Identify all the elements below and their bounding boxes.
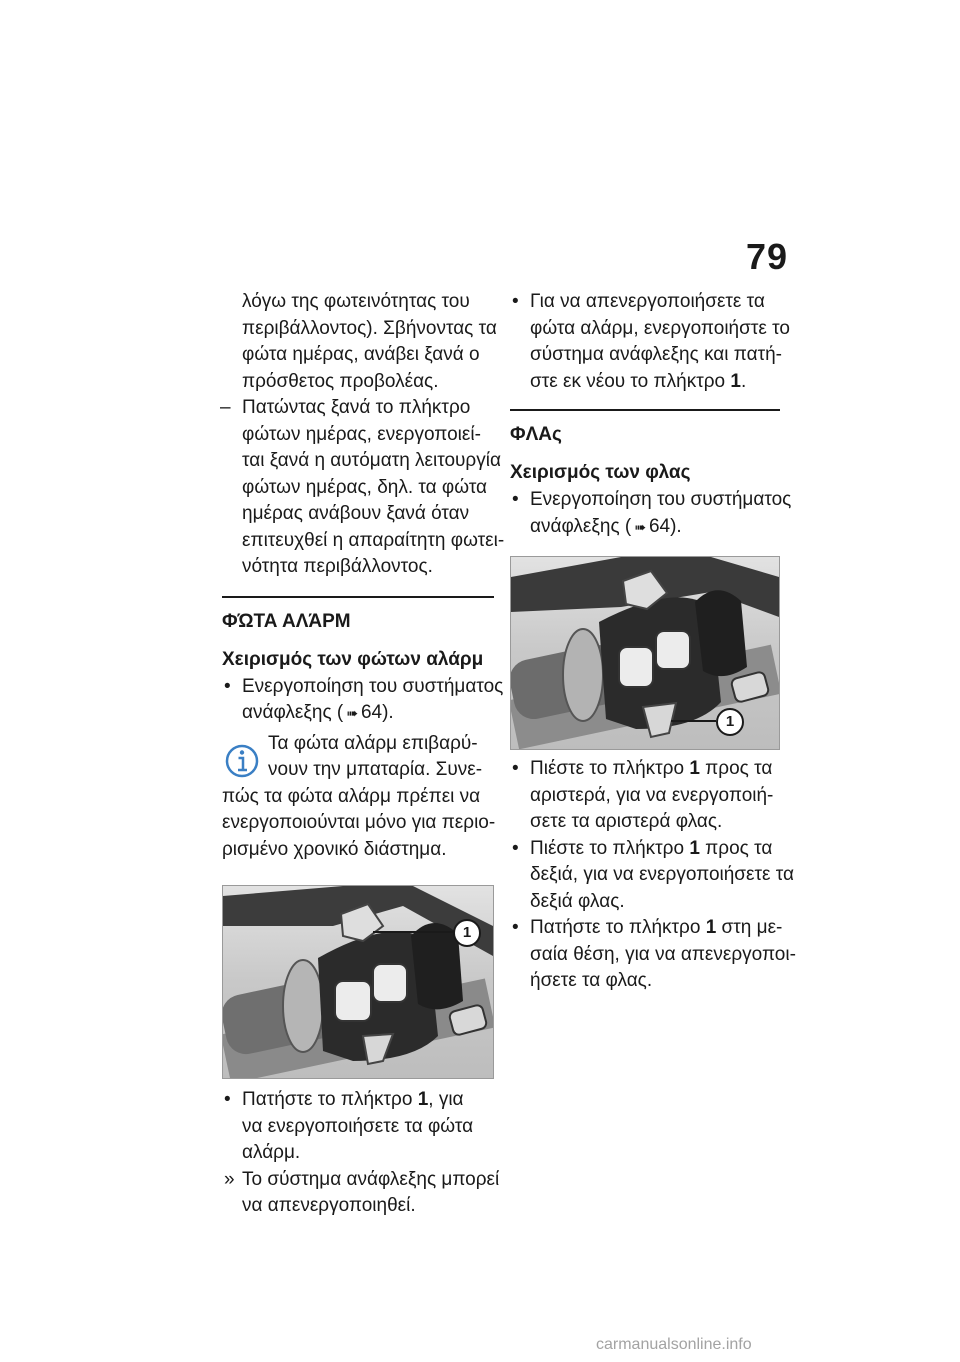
page-ref-arrow-icon: ➠ bbox=[634, 518, 646, 535]
text: στε εκ νέου το πλήκτρο bbox=[530, 370, 731, 392]
page-ref-number[interactable]: 64 bbox=[360, 702, 383, 723]
bullet-line: δεξιά φλας. bbox=[530, 890, 625, 912]
bullet-line bbox=[222, 700, 494, 727]
text: Πιέστε το πλήκτρο bbox=[530, 837, 690, 859]
watermark: carmanualsonline.info bbox=[596, 1336, 752, 1353]
turn-signal-switch-photo bbox=[510, 556, 780, 750]
dash-line: επιτευχθεί η απαραίτητη φωτει- bbox=[242, 529, 505, 551]
dash-line: ημέρας ανάβουν ξανά όταν bbox=[242, 503, 470, 524]
section-title: ΦΏΤΑ ΑΛΆΡΜ bbox=[222, 610, 351, 632]
text: Πιέστε το πλήκτρο bbox=[530, 758, 690, 779]
dash-line: φώτων ημέρας, ενεργοποιεί- bbox=[242, 423, 481, 445]
note-line: πώς τα φώτα αλάρμ πρέπει να bbox=[222, 785, 481, 807]
key-number: 1 bbox=[730, 370, 741, 392]
result-line: να απενεργοποιηθεί. bbox=[242, 1195, 416, 1216]
bullet-item: • Ενεργοποίηση του συστήματος bbox=[510, 487, 780, 514]
section-divider bbox=[222, 596, 494, 598]
intro-line: περιβάλλοντος). Σβήνοντας τα bbox=[242, 317, 497, 339]
info-note bbox=[222, 731, 494, 864]
handlebar-illustration bbox=[223, 886, 493, 1078]
text: στη με- bbox=[716, 917, 783, 938]
dash-line: ται ξανά η αυτόματη λειτουργία bbox=[242, 450, 501, 471]
bullet-line: δεξιά, για να ενεργοποιήσετε τα bbox=[530, 864, 794, 885]
key-number: 1 bbox=[689, 758, 700, 779]
text: , για bbox=[428, 1089, 464, 1110]
page-ref-number[interactable]: 64 bbox=[648, 515, 671, 537]
bullet-item: • Για να απενεργοποιήσετε τα bbox=[510, 289, 780, 316]
text: . bbox=[740, 370, 747, 392]
bullet-line: αριστερά, για να ενεργοποιή- bbox=[530, 784, 774, 806]
bullet-item: • Ενεργοποίηση του συστήματος bbox=[222, 674, 494, 701]
bullet-line bbox=[510, 369, 780, 396]
key-number: 1 bbox=[417, 1089, 429, 1110]
bullet-line bbox=[510, 514, 780, 541]
info-icon bbox=[224, 739, 260, 779]
note-line: Τα φώτα αλάρμ επιβαρύ- bbox=[268, 732, 478, 754]
text: Πατήστε το πλήκτρο bbox=[242, 1089, 418, 1110]
bullet-line: σαία θέση, για να απενεργοποι- bbox=[530, 943, 796, 965]
bullet-line: φώτα αλάρμ, ενεργοποιήστε το bbox=[530, 317, 790, 339]
right-column bbox=[510, 289, 796, 995]
dash-item bbox=[222, 395, 494, 422]
section-title: ΦΛΑς bbox=[510, 424, 562, 445]
bullet-line: αλάρμ. bbox=[242, 1142, 301, 1163]
bullet-item bbox=[510, 836, 780, 863]
text: Πατήστε το πλήκτρο bbox=[530, 917, 706, 938]
page-number: 79 bbox=[745, 236, 788, 277]
section-divider bbox=[510, 409, 780, 411]
result-item bbox=[222, 1167, 500, 1194]
left-column bbox=[220, 289, 505, 1220]
intro-line: λόγω της φωτεινότητας του bbox=[242, 291, 470, 312]
subsection-title: Χειρισμός των φλας bbox=[510, 462, 691, 483]
note-line: ρισμένο χρονικό διάστημα. bbox=[222, 838, 447, 860]
page-ref-arrow-icon: ➠ bbox=[346, 705, 358, 721]
text: ανάφλεξης ( bbox=[242, 702, 344, 723]
subsection-title: Χειρισμός των φώτων αλάρμ bbox=[222, 648, 484, 670]
key-number: 1 bbox=[689, 837, 700, 859]
bullet-item bbox=[510, 915, 783, 942]
bullet-item bbox=[222, 1087, 494, 1114]
dash-line: νότητα περιβάλλοντος. bbox=[242, 556, 433, 577]
intro-line: φώτα ημέρας, ανάβει ξανά ο bbox=[242, 344, 480, 365]
text: ). bbox=[382, 702, 394, 723]
bullet-line: ήσετε τα φλας. bbox=[530, 970, 653, 991]
bullet-line: σετε τα αριστερά φλας. bbox=[530, 811, 723, 832]
text: ). bbox=[670, 515, 682, 537]
bullet-line: να ενεργοποιήσετε τα φώτα bbox=[242, 1115, 474, 1137]
text: προς τα bbox=[699, 837, 773, 859]
callout-label: 1 bbox=[453, 919, 481, 947]
note-line: νουν την μπαταρία. Συνε- bbox=[268, 759, 483, 780]
text: προς τα bbox=[699, 758, 773, 779]
key-number: 1 bbox=[705, 917, 717, 938]
callout-label: 1 bbox=[716, 708, 744, 736]
result-text: Το σύστημα ανάφλεξης μπορεί bbox=[242, 1168, 500, 1190]
dash-text: Πατώντας ξανά το πλήκτρο bbox=[242, 397, 471, 418]
text: ανάφλεξης ( bbox=[530, 515, 632, 537]
bullet-line: σύστημα ανάφλεξης και πατή- bbox=[530, 344, 783, 365]
dash-marker: – bbox=[220, 397, 231, 418]
result-marker: » bbox=[224, 1168, 235, 1190]
intro-line: πρόσθετος προβολέας. bbox=[242, 370, 439, 392]
bullet-item bbox=[510, 756, 780, 783]
hazard-switch-photo bbox=[222, 885, 494, 1079]
note-line: ενεργοποιούνται μόνο για περιο- bbox=[222, 812, 496, 833]
dash-line: φώτων ημέρας, δηλ. τα φώτα bbox=[242, 476, 488, 498]
